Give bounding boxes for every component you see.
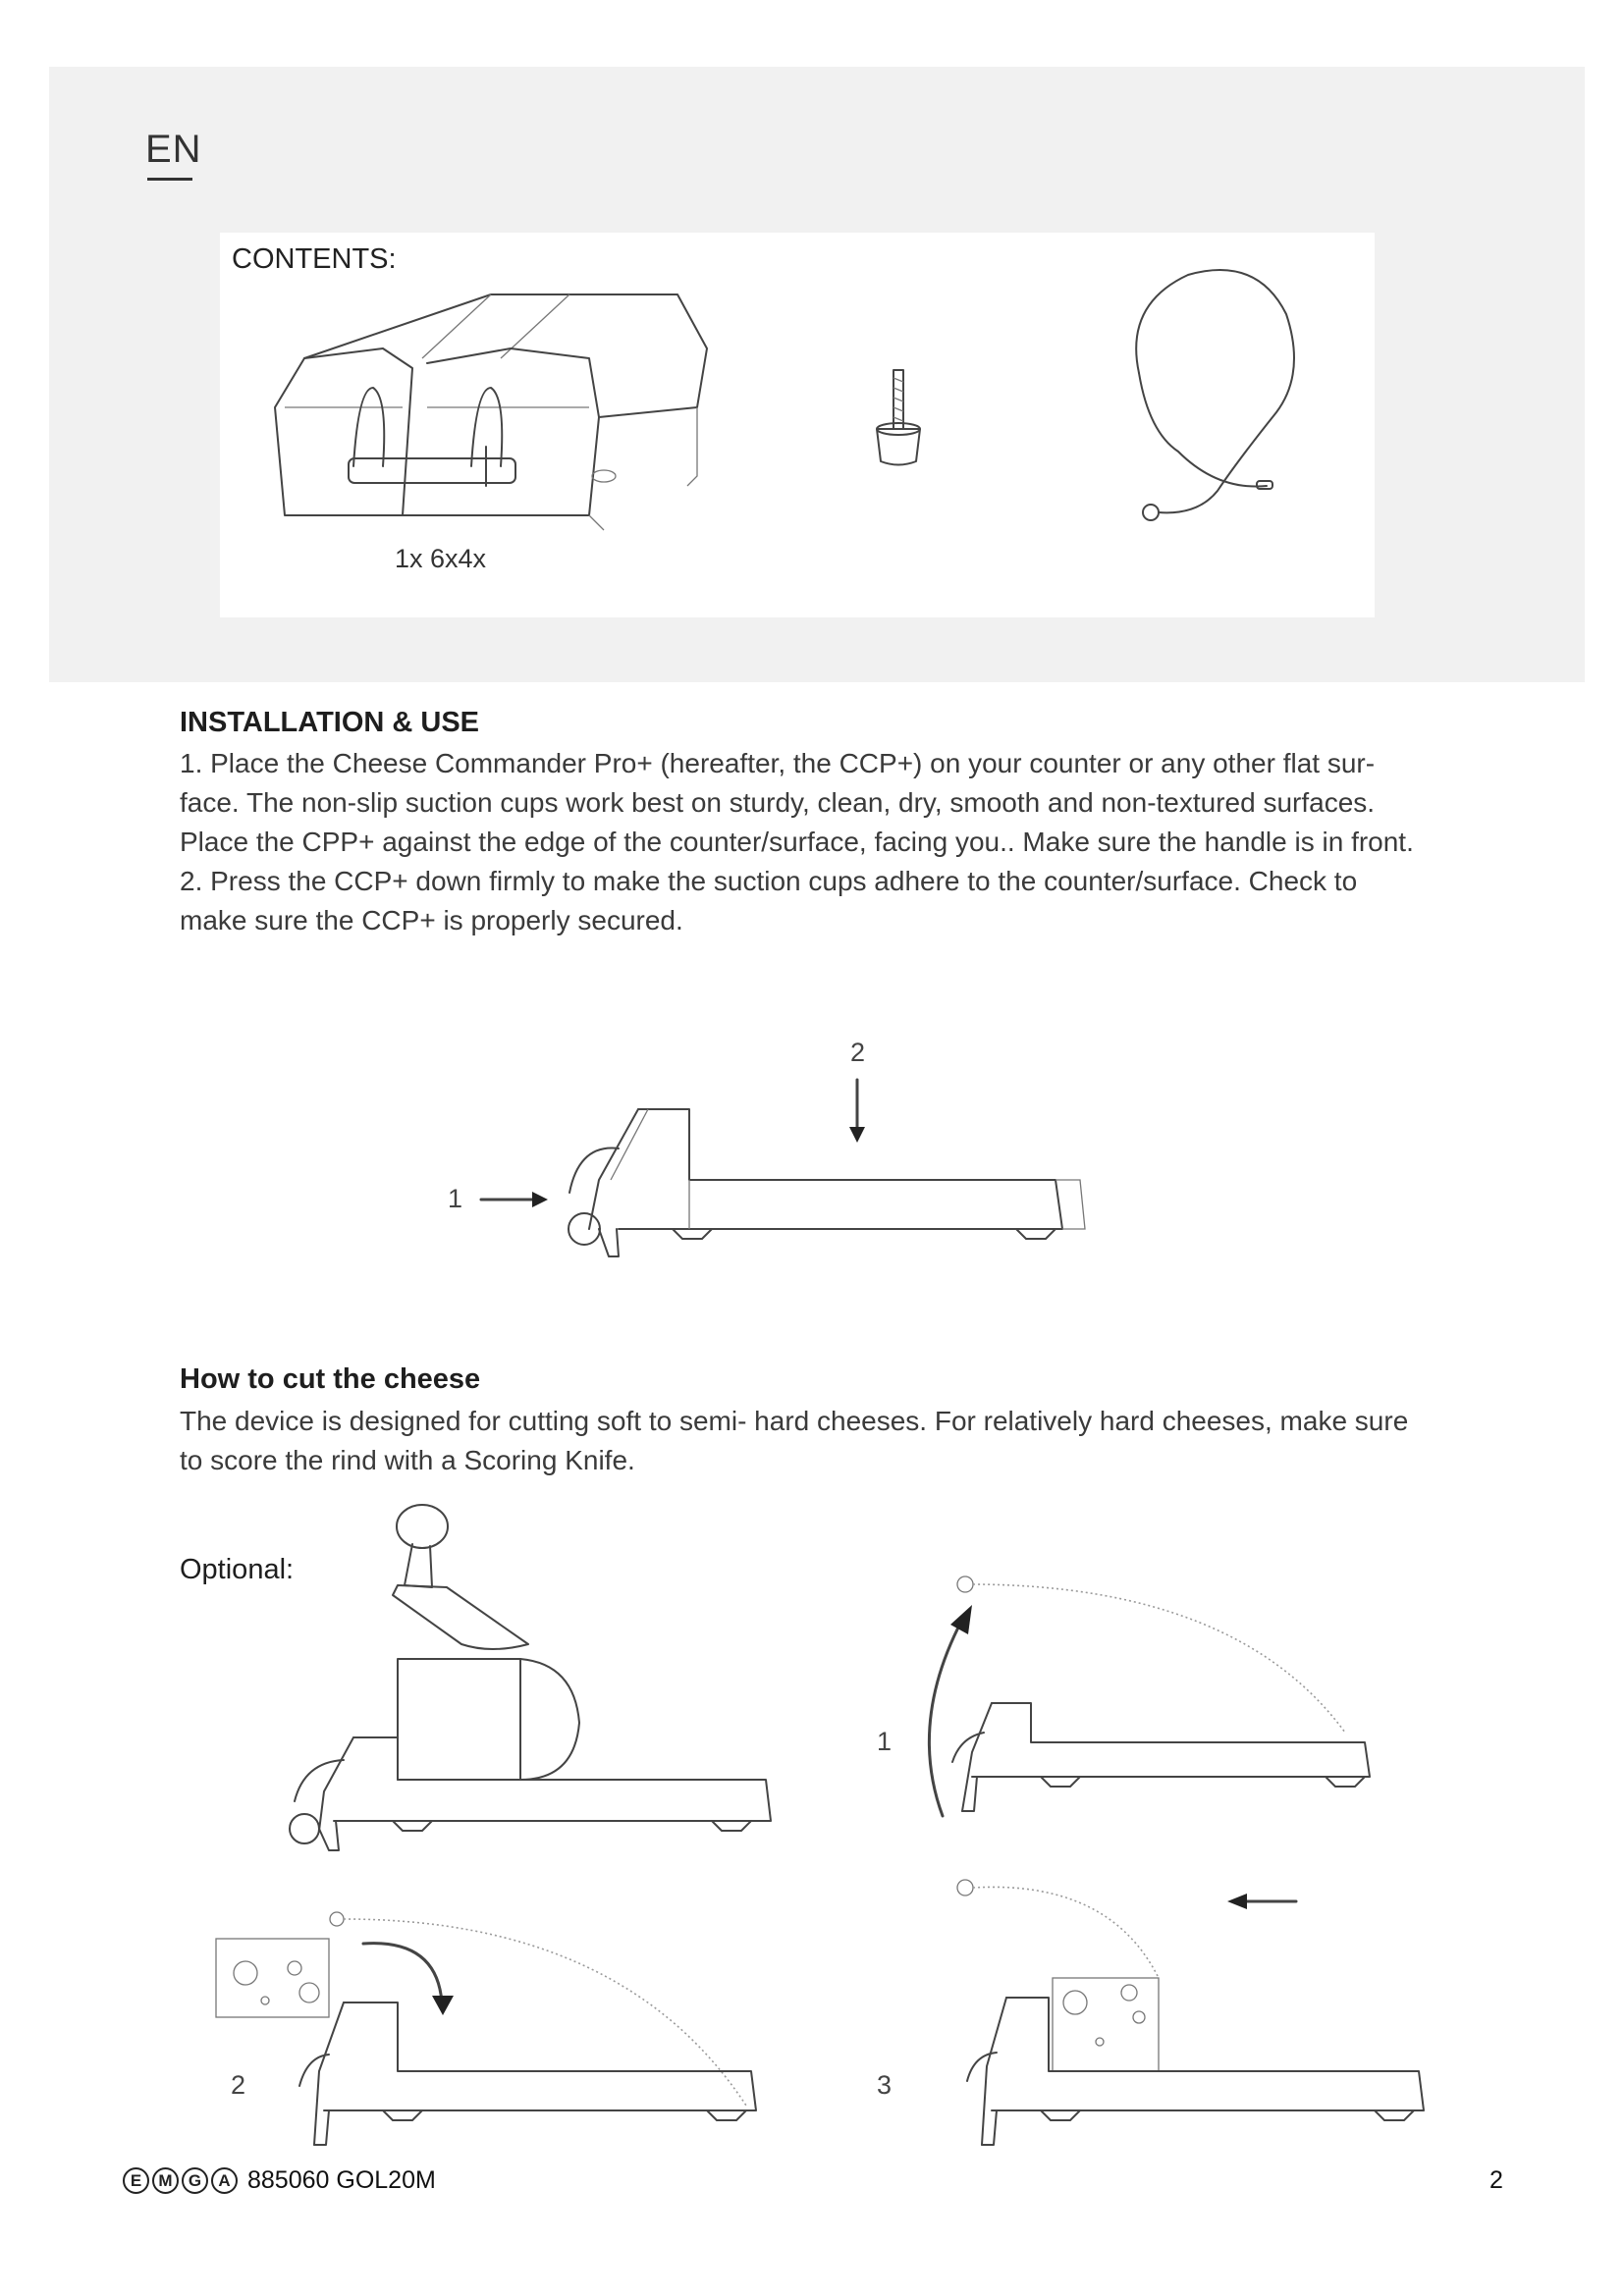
language-underline [147,178,192,181]
installation-line: make sure the CCP+ is properly secured. [180,905,683,935]
cutting-wire-illustration [1119,265,1316,530]
how-to-cut-line: to score the rind with a Scoring Knife. [180,1445,635,1475]
installation-line: face. The non-slip suction cups work best on sturdy, clean, dry, smooth and non-textured surfaces. [180,787,1376,818]
how-to-cut-heading: How to cut the cheese [180,1363,481,1395]
optional-label: Optional: [180,1554,295,1585]
install-step-1-label: 1 [448,1184,463,1213]
cut-step-1-label: 1 [877,1727,893,1756]
cut-step-2-figure [211,1899,781,2164]
how-to-cut-line: The device is designed for cutting soft to semi- hard cheeses. For relatively hard cheeses, make sure [180,1406,1409,1436]
installation-line: 1. Place the Cheese Commander Pro+ (hereafter, the CCP+) on your counter or any other flat sur- [180,748,1376,778]
installation-heading: INSTALLATION & USE [180,707,480,738]
logo-letter-e: E [123,2167,149,2194]
language-label: EN [145,128,202,171]
page-number: 2 [1489,2166,1503,2194]
installation-figure [471,1070,1100,1276]
how-to-cut-text [180,1402,1486,1480]
cut-step-3-figure [933,1870,1443,2164]
cut-step-3-label: 3 [877,2070,893,2100]
installation-line: Place the CPP+ against the edge of the counter/surface, facing you.. Make sure the handle is in front. [180,827,1414,857]
logo-letter-g: G [182,2167,208,2194]
suction-foot-illustration [869,368,928,476]
install-step-2-label: 2 [850,1038,866,1067]
slicer-base-illustration [265,290,717,525]
product-code: 885060 GOL20M [247,2166,436,2194]
logo-letter-m: M [152,2167,179,2194]
installation-line: 2. Press the CCP+ down firmly to make the suction cups adhere to the counter/surface. Check to [180,866,1358,896]
scoring-knife-figure [275,1497,785,1870]
installation-text [180,744,1486,940]
logo-letter-a: A [211,2167,238,2194]
cut-step-2-label: 2 [231,2070,246,2100]
cut-step-1-figure [913,1566,1384,1841]
contents-title: CONTENTS: [232,243,397,275]
contents-quantities: 1x 6x4x [395,544,487,573]
